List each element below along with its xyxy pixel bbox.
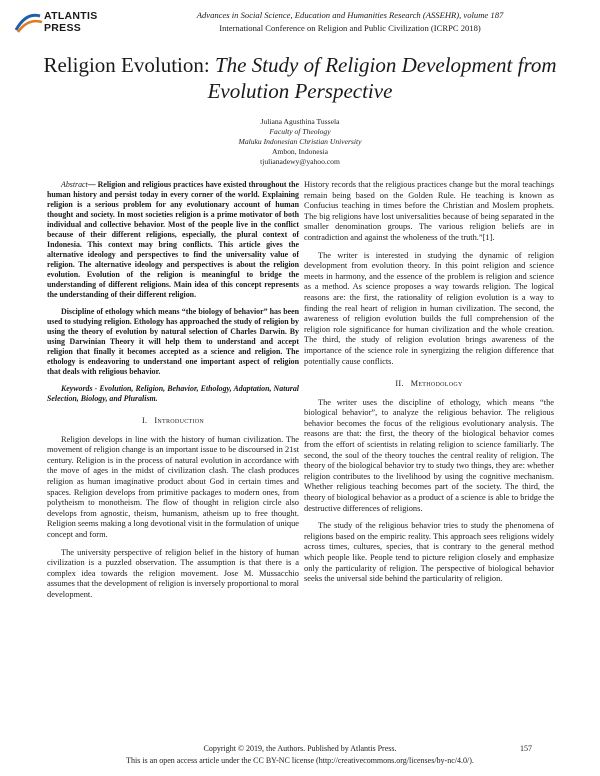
footer-license: This is an open access article under the CC BY-NC license (http://creativecommons.org/licenses/by-nc/4.0/).: [126, 756, 474, 765]
left-column: [47, 180, 299, 608]
section-heading-introduction: [47, 416, 299, 427]
right-column: [304, 180, 554, 592]
conference-header: International Conference on Religion and Public Civilization (ICRPC 2018): [219, 23, 481, 33]
logo-text: [44, 10, 98, 34]
intro-paragraph-1: Religion develops in line with the history of human civilization. The movement of religion change is an important issue to be discoursed in 21st century. Religion is in the process of natural evolution in accordance with the move of ages in the midst of civilization clash. The clash produces religion as human imaginative product about God in certain times and spaces. Religion develops from primitive packages to modern ones, from polytheism to monotheism. The flow of thought in religion circle also develops from agnostic, theism, humanism, atheism up to free thought. Religion seems making a long devotional visit in the formulation of unique concept and form.: [47, 434, 299, 539]
method-paragraph-2: The study of the religious behavior tries to study the phenomena of religions based on the empiric reality. This approach sees religions widely across times, cultures, species, that is contrary to the general method which people like. People tend to picture religion closely and emphasize only the particularity of religion. The perspective of biological behavior seeks the universal side behind the particularity of religion.: [304, 521, 554, 584]
logo-line1: ATLANTIS: [44, 10, 98, 22]
abstract-paragraph-1: [47, 180, 299, 300]
author-city: Ambon, Indonesia: [271, 147, 329, 156]
author-university: Maluku Indonesian Christian University: [238, 137, 362, 146]
section-heading-methodology: [304, 379, 554, 390]
author-email: tjulianadewy@yahoo.com: [260, 157, 340, 166]
publisher-logo: [14, 8, 124, 38]
author-faculty: Faculty of Theology: [269, 127, 331, 136]
page-number: 157: [520, 744, 532, 753]
abstract-paragraph-2: Discipline of ethology which means “the biology of behavior” has been used to studying religion. Ethology has approached the study of religion by using the theory of evolution by natural selection of Charles Darwin. By using Darwinian Theory it will help them to understand and accept religion that finally it becomes accepted as a science and religion. The ethology is endeavoring to understand one important aspect of religion that deals with religious behavior.: [47, 307, 299, 376]
intro-paragraph-2: The university perspective of religion belief in the history of human civilization is a puzzled observation. The assumption is that there is a complex idea towards the religion movement. Jose M. Mussacchio assumes that the development of religion is inversely proportional to moral development.: [47, 547, 299, 599]
abstract-dash: —: [87, 180, 98, 189]
author-name: Juliana Agusthina Tussela: [260, 117, 340, 126]
abstract-label: Abstract: [61, 180, 88, 189]
atlantis-logo-icon: [14, 10, 44, 34]
title-main: Religion Evolution:: [43, 53, 215, 77]
journal-header: Advances in Social Science, Education and Humanities Research (ASSEHR), volume 187: [196, 10, 504, 20]
paper-title: [40, 52, 560, 104]
section-number: II.: [395, 379, 404, 389]
logo-line2: PRESS: [44, 22, 82, 34]
method-paragraph-1: The writer uses the discipline of ethology, which means “the biological behavior”, to analyze the religious behavior. The religious behavior becomes the focus of the religious evolutionary analysis. The reasons are that: the first, the theory of the biological behavior comes from the effort of scientists in relating religion to science familiarly. The second, the soul of the theory touches the central reality of religion. The theory of the biological behavior try to study two things, they are: whether religion contributes to the livelihood by using the cognitive mechanism. Whether religious teaching becomes part of the society. The third, the theory of biological behavior as a product of a science is able to bridge the destructive differences of religions.: [304, 397, 554, 513]
right-paragraph-1: History records that the religious practices change but the moral teachings remain being based on the Golden Rule. He teaching is known as Confucius teaching in times before the Christian and Moslem prophets. The big religions have lost universalities because of being separated in the smaller denomination groups. The various religion beliefs are in contradiction and against the wholeness of the truth.”[1].: [304, 180, 554, 242]
author-block: [150, 117, 450, 167]
footer-copyright: Copyright © 2019, the Authors. Published by Atlantis Press.: [203, 744, 397, 753]
section-number: I.: [141, 416, 148, 425]
abstract-text-1: Religion and religious practices have existed throughout the human history and persist today in every corner of the world. Explaining religion is a serious problem for any evolutionary account of human thought and society. In most societies religion is a prime motivator of both individual and collective behavior. Most of the people live in the conflict because of their different religions, especially, the plural context of Indonesia. This context may bring conflicts. This article gives the alternative ideology and perspectives to find the universality value of religion. The alternative ideology and perspectives is about the religion evolution. Evolution of the religion is meaningful to bridge the understanding of different religions. Main idea of this concept represents the understanding of their different religion.: [47, 180, 299, 299]
section-title: Methodology: [410, 379, 463, 389]
right-paragraph-2: The writer is interested in studying the dynamic of religion development from evolution theory. In this point religion and science meets in harmony, and the essence of the problem is religion and science as a method. As science proposes a way towards religion. The logical reasons are: the first, the rationality of religion evolution is a way to finding the real heart of religion in human civilization. The second, the awareness of religion evolution builds the full comprehension of the religion role significance for human civilization and the whole creation. The third, the study of religion evolution brings awareness of the importance of the science role in synergizing the religion difference that potentially cause conflicts.: [304, 250, 554, 366]
keywords: Keywords - Evolution, Religion, Behavior, Ethology, Adaptation, Natural Selection, Biology, and Pluralism.: [47, 384, 299, 403]
title-subtitle: The Study of Religion Development from Evolution Perspective: [207, 53, 557, 103]
section-title: Introduction: [154, 416, 205, 425]
